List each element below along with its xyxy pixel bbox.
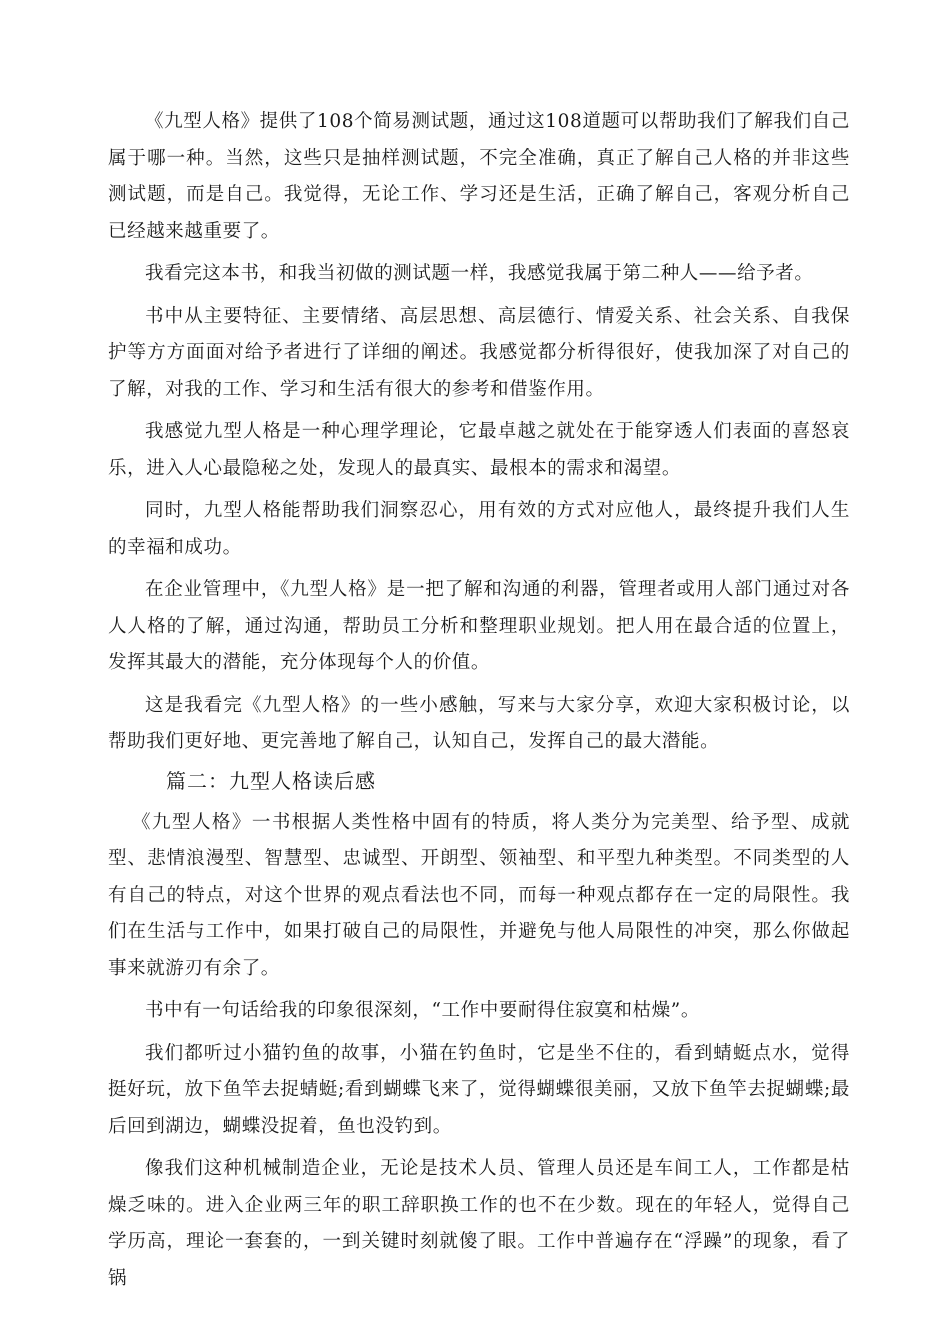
document-body (108, 104, 850, 1303)
paragraph: 在企业管理中，《九型人格》是一把了解和沟通的利器，管理者或用人部门通过对各人人格的了解，通过沟通，帮助员工分析和整理职业规划。把人用在最合适的位置上，发挥其最大的潜能，充分体现每个人的价值。 (108, 579, 850, 673)
paragraph: 《九型人格》提供了108个简易测试题，通过这108道题可以帮助我们了解我们自己属于哪一种。当然，这些只是抽样测试题，不完全准确，真正了解自己人格的并非这些测试题，而是自己。我觉得，无论工作、学习还是生活，正确了解自己，客观分析自己已经越来越重要了。 (108, 111, 850, 242)
paragraph: 这是我看完《九型人格》的一些小感触，写来与大家分享，欢迎大家积极讨论，以帮助我们更好地、更完善地了解自己，认知自己，发挥自己的最大潜能。 (108, 694, 850, 752)
paragraph: 同时，九型人格能帮助我们洞察忍心，用有效的方式对应他人，最终提升我们人生的幸福和成功。 (108, 500, 850, 558)
paragraph: 像我们这种机械制造企业，无论是技术人员、管理人员还是车间工人，工作都是枯燥乏味的。进入企业两三年的职工辞职换工作的也不在少数。现在的年轻人，觉得自己学历高，理论一套套的，一到关键时刻就傻了眼。工作中普遍存在“浮躁”的现象，看了锅 (108, 1158, 850, 1289)
paragraph: 我看完这本书，和我当初做的测试题一样，我感觉我属于第二种人——给予者。 (145, 263, 814, 284)
paragraph: 书中从主要特征、主要情绪、高层思想、高层德行、情爱关系、社会关系、自我保护等方方面面对给予者进行了详细的阐述。我感觉都分析得很好，使我加深了对自己的了解，对我的工作、学习和生活有很大的参考和借鉴作用。 (108, 305, 850, 400)
paragraph: 我们都听过小猫钓鱼的故事，小猫在钓鱼时，它是坐不住的，看到蜻蜓点水，觉得挺好玩，放下鱼竿去捉蜻蜓;看到蝴蝶飞来了，觉得蝴蝶很美丽，又放下鱼竿去捉蝴蝶;最后回到湖边，蝴蝶没捉着，鱼也没钓到。 (108, 1042, 850, 1137)
section-heading: 篇二：九型人格读后感 (166, 768, 376, 793)
paragraph: 书中有一句话给我的印象很深刻，“工作中要耐得住寂寞和枯燥”。 (145, 1000, 700, 1021)
paragraph: 《九型人格》一书根据人类性格中固有的特质，将人类分为完美型、给予型、成就型、悲情浪漫型、智慧型、忠诚型、开朗型、领袖型、和平型九种类型。不同类型的人有自己的特点，对这个世界的观点看法也不同，而每一种观点都存在一定的局限性。我们在生活与工作中，如果打破自己的局限性，并避免与他人局限性的冲突，那么你做起事来就游刃有余了。 (108, 811, 850, 979)
paragraph: 我感觉九型人格是一种心理学理论，它最卓越之就处在于能穿透人们表面的喜怒哀乐，进入人心最隐秘之处，发现人的最真实、最根本的需求和渴望。 (108, 421, 850, 479)
